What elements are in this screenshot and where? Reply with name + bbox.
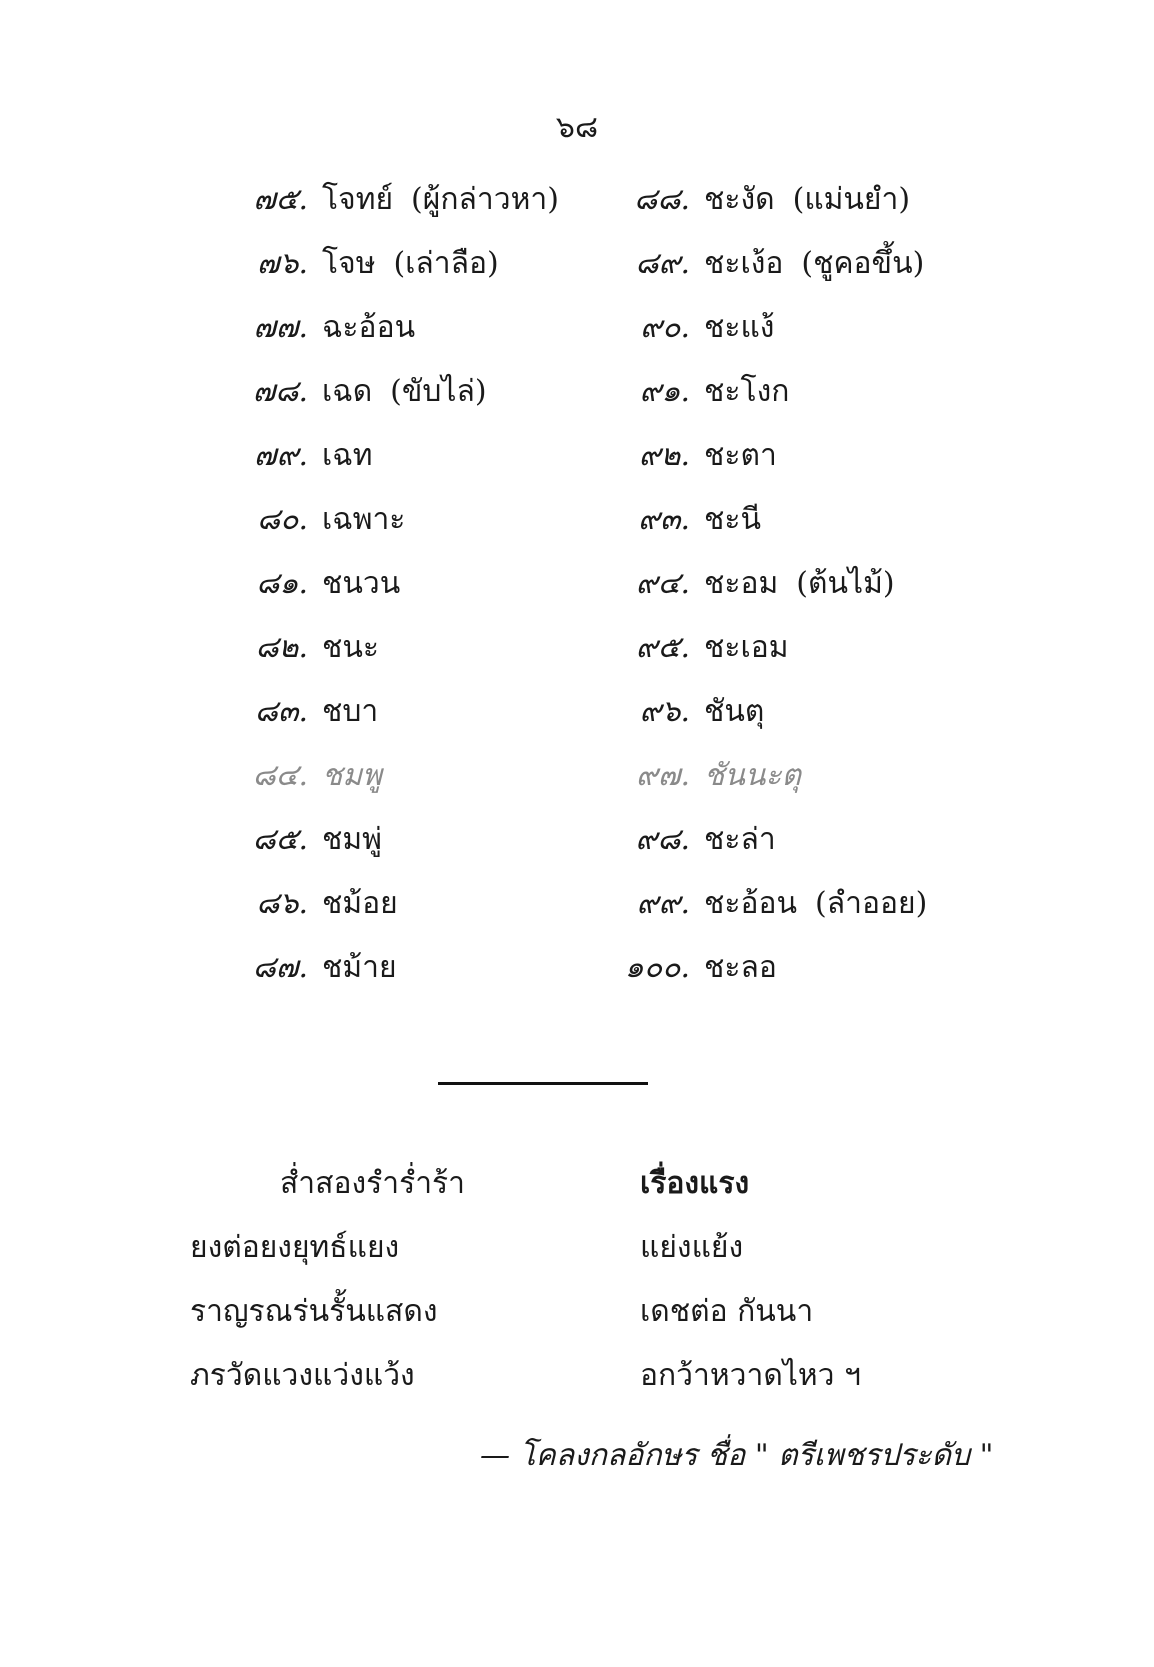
word-list-right [610, 168, 927, 1000]
section-divider [438, 1082, 648, 1085]
entry-number: ๙๖. [639, 694, 690, 729]
entry-meaning: (เล่าลือ) [393, 246, 499, 281]
word-entry [228, 168, 559, 232]
poem-line: ภรวัดแวงแว่งแว้ง [190, 1358, 415, 1393]
entry-number: ๘๖. [256, 886, 308, 921]
entry-word: ชะเง้อ [704, 246, 784, 281]
word-entry [610, 616, 927, 680]
entry-number: ๘๙. [635, 246, 690, 281]
word-entry [228, 552, 559, 616]
word-entry [228, 744, 559, 808]
entry-word: ชะงัด [704, 182, 775, 217]
entry-number: ๗๙. [253, 438, 308, 473]
word-entry [228, 488, 559, 552]
word-entry [610, 360, 927, 424]
entry-meaning: (ขับไล่) [390, 374, 487, 409]
page-number: ๖๘ [555, 110, 599, 145]
entry-word: ชันนะตุ [704, 758, 801, 793]
word-entry [610, 744, 927, 808]
entry-word: ชะอม [704, 566, 779, 601]
word-entry [610, 424, 927, 488]
entry-number: ๙๕. [635, 630, 690, 665]
entry-word: เฉด [322, 374, 373, 409]
word-entry [610, 296, 927, 360]
word-entry [610, 232, 927, 296]
entry-word: ชะล่า [704, 822, 776, 857]
entry-word: ชมพู [322, 758, 382, 793]
word-entry [228, 616, 559, 680]
word-entry [610, 488, 927, 552]
word-entry [610, 168, 927, 232]
poem-line: ยงต่อยงยุทธ์แยง [190, 1230, 400, 1265]
entry-word: ชนวน [322, 566, 401, 601]
entry-word: เฉพาะ [322, 502, 406, 537]
entry-number: ๑๐๐. [624, 950, 690, 985]
entry-meaning: (ลำออย) [815, 886, 928, 921]
entry-number: ๘๑. [256, 566, 308, 601]
entry-number: ๘๘. [634, 182, 690, 217]
word-entry [228, 936, 559, 1000]
poem-line: แย่งแย้ง [640, 1230, 744, 1265]
poem-line: ส่ำสองรำร่ำร้า [280, 1166, 466, 1201]
word-entry [610, 936, 927, 1000]
poem-line: อกว้าหวาดไหว ฯ [640, 1358, 861, 1393]
entry-number: ๙๙. [636, 886, 690, 921]
word-entry [610, 680, 927, 744]
entry-word: ชะอ้อน [704, 886, 798, 921]
entry-number: ๘๓. [254, 694, 308, 729]
entry-number: ๗๘. [252, 374, 308, 409]
entry-meaning: (ชูคอขึ้น) [801, 246, 925, 281]
entry-word: โจทย์ [322, 182, 394, 217]
word-entry [610, 552, 927, 616]
word-entry [610, 872, 927, 936]
word-entry [228, 296, 559, 360]
entry-number: ๘๔. [252, 758, 308, 793]
word-entry [228, 424, 559, 488]
word-entry [228, 808, 559, 872]
entry-number: ๗๕. [253, 182, 308, 217]
entry-number: ๙๒. [638, 438, 690, 473]
entry-word: ชมพู่ [322, 822, 382, 857]
entry-number: ๘๒. [255, 630, 308, 665]
entry-meaning: (แม่นยำ) [792, 182, 911, 217]
word-list-left [228, 168, 559, 1000]
word-entry [228, 360, 559, 424]
poem-line: ราญรณร่นรั้นแสดง [190, 1294, 438, 1329]
poem-right-column [640, 1152, 861, 1408]
entry-number: ๗๗. [253, 310, 308, 345]
entry-word: โจษ [322, 246, 376, 281]
entry-word: ชะลอ [704, 950, 777, 985]
entry-word: ชนะ [322, 630, 379, 665]
poem-attribution: — โคลงกลอักษร ชื่อ " ตรีเพชรประดับ " [480, 1438, 994, 1473]
poem-line: เรื่องแรง [640, 1166, 750, 1201]
poem-left-column [190, 1152, 465, 1408]
word-entry [228, 872, 559, 936]
entry-word: เฉท [322, 438, 373, 473]
entry-word: ชบา [322, 694, 379, 729]
entry-number: ๙๐. [640, 310, 690, 345]
poem-line: เดชต่อ กันนา [640, 1294, 814, 1329]
entry-number: ๘๐. [257, 502, 308, 537]
entry-word: ชะโงก [704, 374, 790, 409]
entry-number: ๙๑. [639, 374, 690, 409]
entry-word: ชันตุ [704, 694, 765, 729]
entry-word: ชม้อย [322, 886, 398, 921]
entry-word: ชะตา [704, 438, 777, 473]
word-entry [228, 232, 559, 296]
entry-number: ๘๕. [252, 822, 308, 857]
word-entry [610, 808, 927, 872]
entry-word: ชะแง้ [704, 310, 775, 345]
entry-meaning: (ต้นไม้) [796, 566, 895, 601]
entry-word: ชะนี [704, 502, 761, 537]
entry-word: ชะเอม [704, 630, 789, 665]
entry-number: ๘๗. [252, 950, 308, 985]
entry-number: ๗๖. [256, 246, 308, 281]
entry-number: ๙๔. [635, 566, 690, 601]
entry-number: ๙๗. [635, 758, 690, 793]
entry-word: ชม้าย [322, 950, 397, 985]
entry-number: ๙๓. [637, 502, 690, 537]
entry-number: ๙๘. [635, 822, 690, 857]
entry-word: ฉะอ้อน [322, 310, 416, 345]
word-entry [228, 680, 559, 744]
entry-meaning: (ผู้กล่าวหา) [411, 182, 559, 217]
